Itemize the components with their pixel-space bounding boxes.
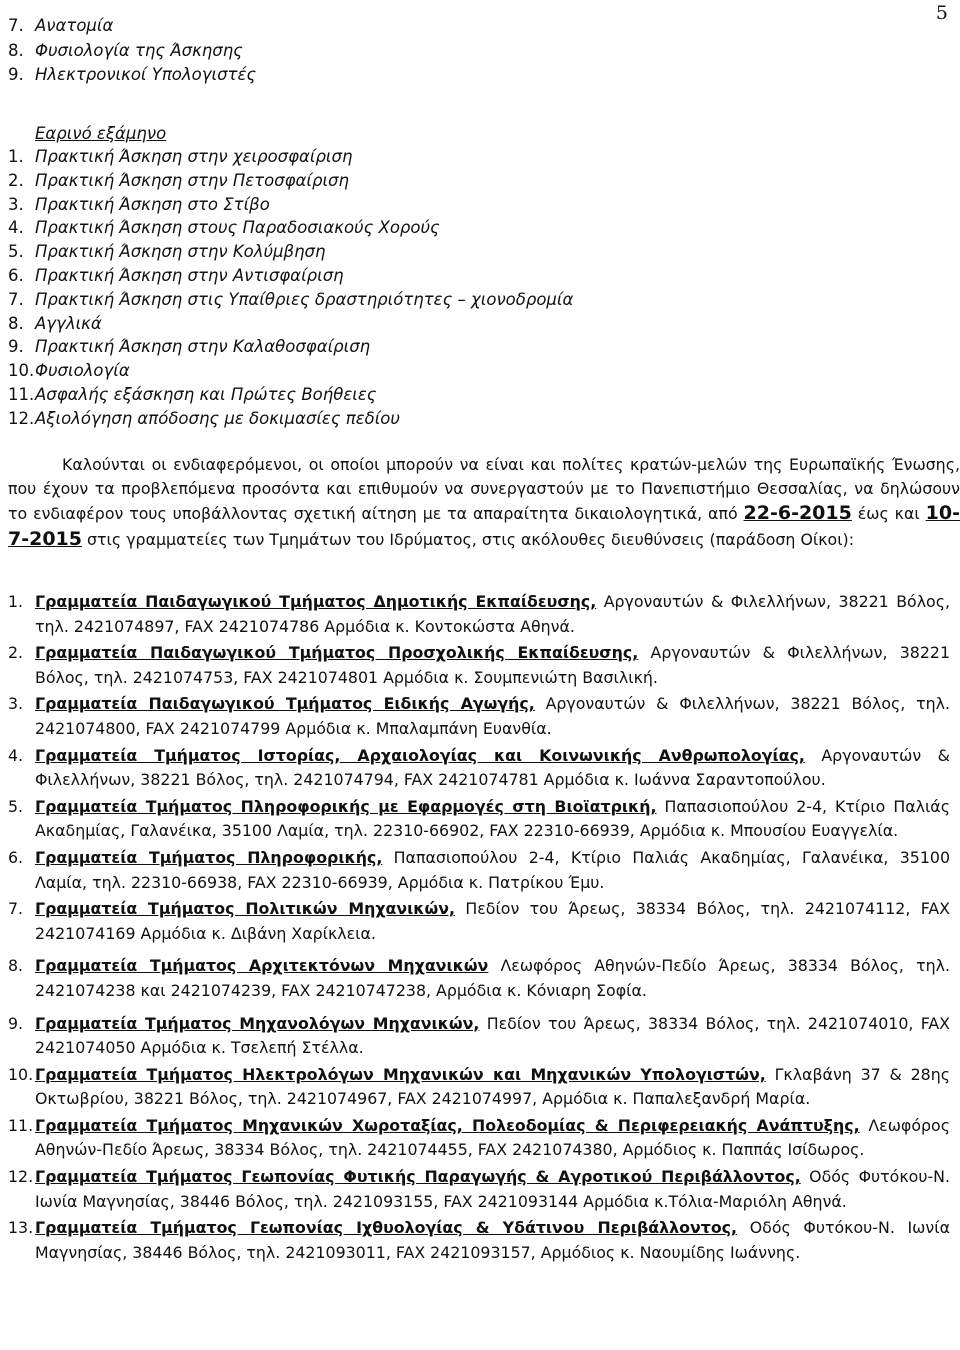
list-item-text: Αξιολόγηση απόδοσης με δοκιμασίες πεδίου: [35, 408, 400, 428]
list-item-text: Φυσιολογία: [35, 361, 130, 381]
secretariat-item: [0, 954, 950, 1003]
secretariat-address: Αργοναυτών & Φιλελλήνων, 38221 Βόλος, τηλ. 2421074794, FAX 2421074781 Αρμόδια κ. Ιωάννα Σαραντοπούλου.: [35, 745, 950, 790]
list-item-text: Αγγλικά: [35, 313, 102, 333]
list-item-text: Ασφαλής εξάσκηση και Πρώτες Βοήθειες: [35, 384, 377, 404]
list-item: [8, 407, 928, 431]
secretariat-name: Γραμματεία Παιδαγωγικού Τμήματος Δημοτικής Εκπαίδευσης,: [35, 592, 597, 611]
list-item-number: 2.: [8, 170, 24, 190]
list-item: [8, 312, 928, 336]
list-item-number: 9.: [8, 337, 24, 357]
list-item-number: 10.: [8, 361, 35, 381]
secretariat-name: Γραμματεία Τμήματος Μηχανικών Χωροταξίας, Πολεοδομίας & Περιφερειακής Ανάπτυξης,: [35, 1115, 860, 1135]
secretariat-name: Γραμματεία Τμήματος Πληροφορικής,: [35, 847, 383, 867]
secretariat-address: Αργοναυτών & Φιλελλήνων, 38221 Βόλος, τηλ. 2421074753, FAX 2421074801 Αρμόδια κ. Σουμπενιώτη Βασιλική.: [35, 643, 951, 687]
secretariat-name: Γραμματεία Τμήματος Ηλεκτρολόγων Μηχανικών και Μηχανικών Υπολογιστών,: [35, 1064, 766, 1084]
list-item: [8, 359, 928, 383]
secretariat-name: Γραμματεία Τμήματος Γεωπονίας Ιχθυολογίας & Υδάτινου Περιβάλλοντος,: [35, 1218, 738, 1238]
list-item-text: Ανατομία: [35, 16, 114, 35]
secretariat-address: Πεδίον του Άρεως, 38334 Βόλος, τηλ. 2421074112, FAX 2421074169 Αρμόδια κ. Διβάνη Χαρίκλεια.: [35, 899, 950, 943]
secretariat-number: 3.: [8, 694, 24, 714]
secretariat-number: 12.: [8, 1167, 34, 1187]
secretariat-item: [0, 1063, 950, 1112]
secretariat-item: [0, 1165, 950, 1214]
intro-text: στις γραμματείες των Τμημάτων του Ιδρύματος, στις ακόλουθες διευθύνσεις (παράδοση Οίκοι):: [87, 529, 855, 549]
secretariat-address: Παπασιοπούλου 2-4, Κτίριο Παλιάς Ακαδημίας, Γαλανέικα, 35100 Λαμία, τηλ. 22310-66938, FAX 22310-66939, Αρμόδια κ. Πατρίκου Έμυ.: [35, 847, 951, 892]
list-item-number: 12.: [8, 408, 35, 428]
secretariat-address: Αργοναυτών & Φιλελλήνων, 38221 Βόλος, τηλ. 2421074800, FAX 2421074799 Αρμόδια κ. Μπαλαμπάνη Ευανθία.: [35, 694, 950, 738]
secretariat-address: Λεωφόρος Αθηνών-Πεδίο Άρεως, 38334 Βόλος, τηλ. 2421074455, FAX 2421074380, Αρμόδιος κ. Παππάς Ισίδωρος.: [35, 1115, 950, 1160]
secretariat-number: 1.: [8, 592, 24, 611]
secretariat-item: [0, 692, 950, 741]
list-item-text: Πρακτική Άσκηση στην Πετοσφαίριση: [35, 170, 349, 190]
secretariat-number: 7.: [8, 899, 24, 919]
start-date: 22-6-2015: [743, 502, 852, 525]
secretariat-address: Γκλαβάνη 37 & 28ης Οκτωβρίου, 38221 Βόλος, τηλ. 2421074967, FAX 2421074997, Αρμόδια κ. Παπαλεξανδρή Μαρία.: [35, 1064, 950, 1109]
secretariat-address: Πεδίον του Άρεως, 38334 Βόλος, τηλ. 2421074010, FAX 2421074050 Αρμόδια κ. Τσελεπή Στέλλα.: [35, 1013, 951, 1058]
secretariat-item: [0, 795, 950, 844]
secretariat-address: Οδός Φυτόκου-Ν. Ιωνία Μαγνησίας, 38446 Βόλος, τηλ. 2421093155, FAX 2421093144 Αρμόδια κ.Τόλια-Μαριόλη Αθηνά.: [35, 1167, 951, 1211]
secretariat-name: Γραμματεία Τμήματος Αρχιτεκτόνων Μηχανικών: [35, 956, 489, 976]
spring-semester-course-list: [8, 145, 928, 431]
secretariat-address: Παπασιοπούλου 2-4, Κτίριο Παλιάς Ακαδημίας, Γαλανέικα, 35100 Λαμία, τηλ. 22310-66902, FAX 22310-66939, Αρμόδια κ. Μπουσίου Ευαγγελία.: [35, 796, 950, 841]
secretariat-item: [0, 1216, 950, 1265]
secretariat-name: Γραμματεία Τμήματος Γεωπονίας Φυτικής Παραγωγής & Αγροτικού Περιβάλλοντος,: [35, 1167, 801, 1187]
secretariat-item: [0, 846, 950, 895]
secretariat-item: [0, 897, 950, 946]
secretariat-number: 5.: [8, 796, 24, 816]
list-item: [8, 39, 928, 64]
list-item-text: Πρακτική Άσκηση στις Υπαίθριες δραστηριότητες – χιονοδρομία: [35, 289, 574, 309]
end-date: 10-7-2015: [8, 502, 960, 550]
list-item: [8, 14, 928, 39]
spring-semester-heading: Εαρινό εξάμηνο: [35, 124, 167, 143]
list-item: [8, 335, 928, 359]
secretariat-number: 13.: [8, 1218, 34, 1238]
secretariat-number: 6.: [8, 847, 24, 867]
list-item: [8, 383, 928, 407]
secretariat-name: Γραμματεία Τμήματος Μηχανολόγων Μηχανικών,: [35, 1013, 480, 1033]
secretariat-list: [0, 590, 950, 1267]
list-item-number: 6.: [8, 265, 24, 285]
secretariat-number: 4.: [8, 745, 24, 765]
list-item: [8, 288, 928, 312]
secretariat-number: 9.: [8, 1013, 24, 1033]
list-item-number: 4.: [8, 218, 24, 238]
list-item: [8, 216, 928, 240]
secretariat-number: 11.: [8, 1115, 34, 1135]
intro-text: έως και: [857, 504, 920, 524]
secretariat-item: [0, 1012, 950, 1061]
list-item-number: 7.: [8, 289, 24, 309]
secretariat-number: 10.: [8, 1064, 34, 1084]
secretariat-number: 2.: [8, 643, 24, 663]
secretariat-name: Γραμματεία Παιδαγωγικού Τμήματος Ειδικής Αγωγής,: [35, 694, 535, 714]
list-item-text: Πρακτική Άσκηση στην Καλαθοσφαίριση: [35, 337, 371, 357]
list-item-number: 9.: [8, 65, 24, 84]
secretariat-item: [0, 590, 950, 639]
list-item-text: Φυσιολογία της Άσκησης: [35, 40, 243, 60]
list-item: [8, 264, 928, 288]
secretariat-name: Γραμματεία Τμήματος Ιστορίας, Αρχαιολογίας και Κοινωνικής Ανθρωπολογίας,: [35, 745, 805, 765]
list-item-number: 5.: [8, 242, 24, 262]
secretariat-address: Λεωφόρος Αθηνών-Πεδίο Άρεως, 38334 Βόλος, τηλ. 2421074238 και 2421074239, FAX 24210747238, Αρμόδια κ. Κόνιαρη Σοφία.: [35, 956, 950, 1000]
list-item-text: Ηλεκτρονικοί Υπολογιστές: [35, 65, 257, 84]
secretariat-address: Οδός Φυτόκου-Ν. Ιωνία Μαγνησίας, 38446 Βόλος, τηλ. 2421093011, FAX 2421093157, Αρμόδιος κ. Ναουμίδης Ιωάννης.: [35, 1218, 950, 1262]
secretariat-number: 8.: [8, 956, 24, 976]
list-item-text: Πρακτική Άσκηση στους Παραδοσιακούς Χορούς: [35, 218, 440, 238]
intro-text: Καλούνται οι ενδιαφερόμενοι, οι οποίοι μπορούν να είναι και πολίτες κρατών-μελών της Ευρωπαϊκής Ένωσης, που έχουν τα προβλεπόμενα προσόντα και επιθυμούν να συνεργαστούν με το Πανεπιστήμιο Θεσσαλίας, να δηλώσουν το ενδιαφέρον τους υποβάλλοντας σχετική αίτηση με τα απαραίτητα δικαιολογητικά, από: [8, 455, 960, 524]
secretariat-item: [0, 1114, 950, 1163]
list-item: [8, 240, 928, 264]
invitation-paragraph: [8, 453, 960, 552]
secretariat-item: [0, 641, 950, 690]
list-item-number: 7.: [8, 16, 24, 35]
list-item-number: 8.: [8, 40, 24, 60]
list-item-number: 1.: [8, 147, 24, 166]
list-item-text: Πρακτική Άσκηση στην Αντισφαίριση: [35, 265, 344, 285]
list-item-text: Πρακτική Άσκηση στο Στίβο: [35, 194, 270, 214]
course-list-continued: [8, 14, 928, 88]
page-number: 5: [935, 2, 948, 24]
secretariat-item: [0, 744, 950, 793]
secretariat-name: Γραμματεία Παιδαγωγικού Τμήματος Προσχολικής Εκπαίδευσης,: [35, 643, 639, 663]
secretariat-name: Γραμματεία Τμήματος Πολιτικών Μηχανικών,: [35, 899, 455, 919]
list-item-number: 8.: [8, 313, 24, 333]
list-item-text: Πρακτική Άσκηση στην Κολύμβηση: [35, 242, 326, 262]
list-item-number: 11.: [8, 384, 35, 404]
list-item-text: Πρακτική Άσκηση στην χειροσφαίριση: [35, 147, 353, 166]
list-item: [8, 193, 928, 217]
list-item: [8, 63, 928, 88]
list-item: [8, 145, 928, 169]
secretariat-address: Αργοναυτών & Φιλελλήνων, 38221 Βόλος, τηλ. 2421074897, FAX 2421074786 Αρμόδια κ. Κοντοκώστα Αθηνά.: [35, 592, 951, 636]
list-item: [8, 169, 928, 193]
list-item-number: 3.: [8, 194, 24, 214]
secretariat-name: Γραμματεία Τμήματος Πληροφορικής με Εφαρμογές στη Βιοϊατρική,: [35, 796, 657, 816]
